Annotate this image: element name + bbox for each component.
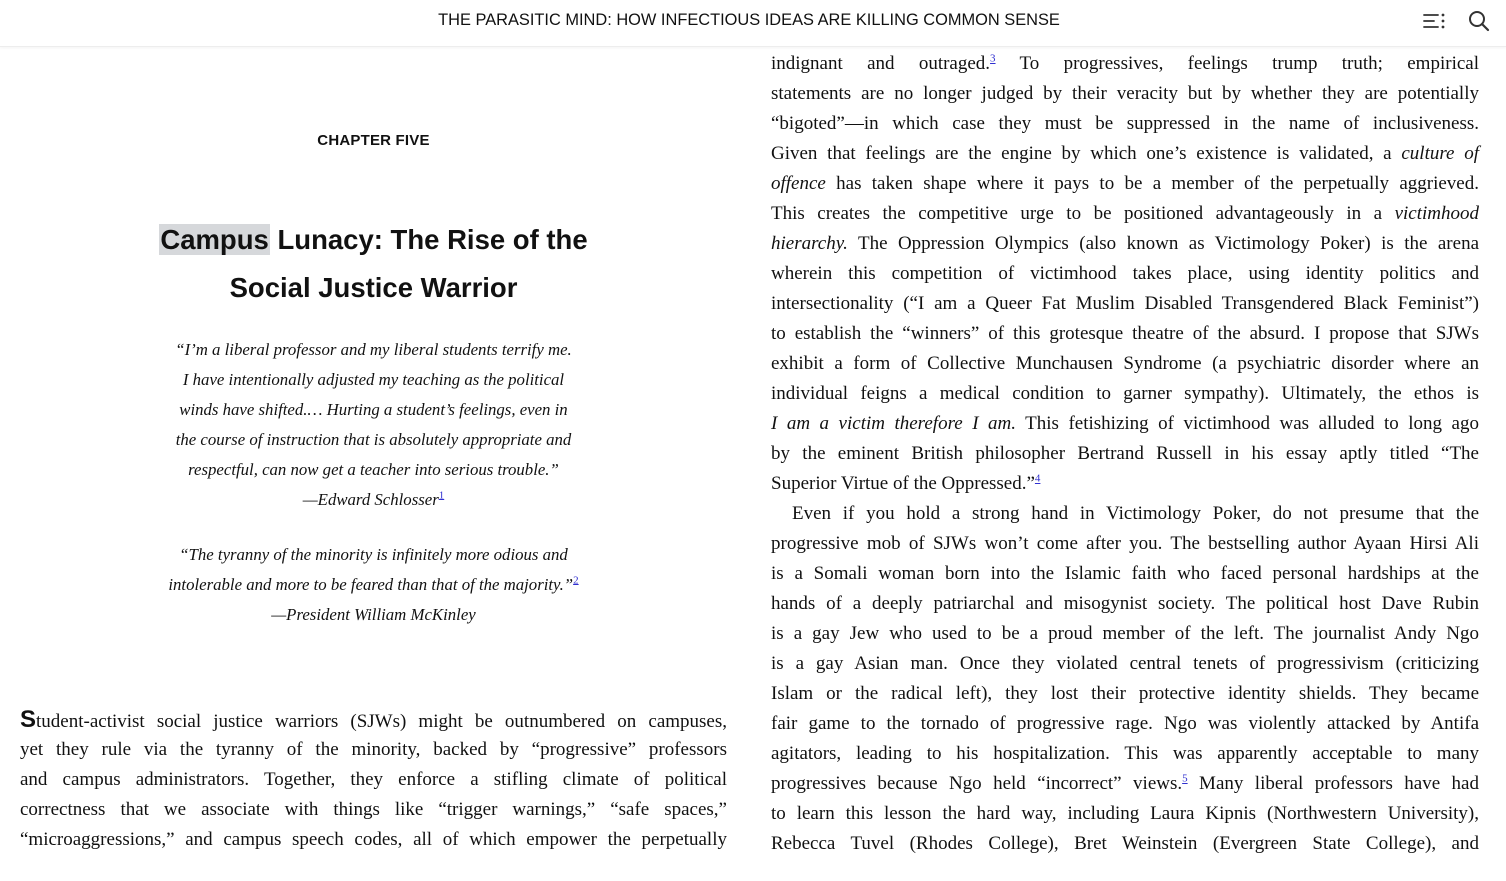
body-text: indignant and outraged. (771, 53, 991, 74)
body-line: and campus administrators. Together, they enforce a stifling climate of political (20, 769, 727, 790)
body-line: correctness that we associate with things like “trigger warnings,” “safe spaces,” (20, 799, 727, 820)
body-line: is a gay Asian man. Once they violated central tenets of progressivism (criticizing (771, 653, 1479, 674)
epigraph-mckinley (20, 540, 727, 630)
body-text: This fetishizing of victimhood was alluded to long ago (1016, 413, 1479, 434)
body-line: Even if you hold a strong hand in Victimology Poker, do not presume that the (792, 503, 1479, 524)
body-line: Rebecca Tuvel (Rhodes College), Bret Weinstein (Evergreen State College), and (771, 833, 1479, 854)
body-text: Superior Virtue of the Oppressed.” (771, 473, 1035, 494)
epigraph-schlosser (20, 335, 727, 515)
emphasis: hierarchy. (771, 233, 848, 254)
drop-cap: S (20, 706, 37, 733)
chapter-title-line2: Social Justice Warrior (229, 272, 518, 303)
highlighted-word[interactable]: Campus (160, 224, 269, 255)
epigraph-attribution: —President William McKinley (271, 605, 476, 624)
body-line: individual feigns a medical condition to garner sympathy). Ultimately, the ethos is (771, 383, 1479, 404)
footnote-link-2[interactable]: 2 (573, 574, 579, 587)
footnote-link-1[interactable]: 1 (438, 489, 445, 502)
body-line: statements are no longer judged by their veracity but by whether they are potentially (771, 83, 1479, 104)
body-line: exhibit a form of Collective Munchausen Syndrome (a psychiatric disorder where an (771, 353, 1479, 374)
body-text: Many liberal professors have had (1187, 773, 1479, 794)
footnote-link-5[interactable]: 5 (1182, 772, 1188, 785)
chapter-label: CHAPTER FIVE (317, 132, 430, 149)
footnote-link-4[interactable]: 4 (1034, 472, 1041, 485)
body-line: “bigoted”—in which case they must be suppressed in the name of inclusiveness. (771, 113, 1479, 134)
epigraph-line: “The tyranny of the minority is infinitely more odious and (179, 545, 568, 564)
table-of-contents-icon[interactable] (1421, 10, 1447, 32)
body-line: “microaggressions,” and campus speech codes, all of which empower the perpetually (20, 829, 727, 850)
emphasis: offence (771, 173, 826, 194)
epigraph-line: I have intentionally adjusted my teaching as the political (182, 370, 565, 389)
body-text: This creates the competitive urge to be positioned advantageously in a (771, 203, 1395, 224)
book-title: THE PARASITIC MIND: HOW INFECTIOUS IDEAS ARE KILLING COMMON SENSE (438, 11, 1060, 29)
body-line: to learn this lesson the hard way, including Laura Kipnis (Northwestern University), (771, 803, 1479, 824)
right-page (771, 46, 1479, 881)
body-line: yet they rule via the tyranny of the minority, backed by “progressive” professors (20, 739, 727, 760)
chapter-title-line1: Lunacy: The Rise of the (269, 224, 588, 255)
epigraph-line: the course of instruction that is absolutely appropriate and (175, 430, 572, 449)
search-icon[interactable] (1466, 10, 1492, 32)
epigraph-line: “I’m a liberal professor and my liberal students terrify me. (175, 340, 572, 359)
body-text: To progressives, feelings trump truth; empirical (995, 53, 1479, 74)
emphasis: victimhood (1394, 203, 1479, 224)
body-line: by the eminent British philosopher Bertrand Russell in his essay aptly titled “The (771, 443, 1479, 464)
epigraph-line: winds have shifted.… Hurting a student’s feelings, even in (179, 400, 568, 419)
body-text: progressives because Ngo held “incorrect” views. (771, 773, 1183, 794)
chapter-body-right (771, 49, 1479, 859)
body-line: Islam or the radical left), they lost their protective identity shields. They became (771, 683, 1479, 704)
body-text: has taken shape where it pays to be a member of the perpetually aggrieved. (825, 173, 1479, 194)
body-line: is a gay Jew who used to be a proud member of the left. The journalist Andy Ngo (771, 623, 1479, 644)
reader-top-bar (0, 0, 1506, 47)
body-line: wherein this competition of victimhood takes place, using identity politics and (771, 263, 1479, 284)
body-line: tudent-activist social justice warriors (SJWs) might be outnumbered on campuses, (36, 711, 727, 732)
body-line: to establish the “winners” of this grotesque theatre of the absurd. I propose that SJWs (771, 323, 1479, 344)
body-line: intersectionality (“I am a Queer Fat Muslim Disabled Transgendered Black Feminist”) (771, 293, 1479, 314)
body-line: fair game to the tornado of progressive rage. Ngo was violently attacked by Antifa (771, 713, 1479, 734)
body-text: The Oppression Olympics (also known as Victimology Poker) is the arena (847, 233, 1479, 254)
epigraph-line: respectful, can now get a teacher into serious trouble.” (188, 460, 559, 479)
body-line: agitators, leading to his hospitalization. This was apparently acceptable to many (771, 743, 1479, 764)
left-page (20, 46, 727, 881)
chapter-title (20, 216, 727, 312)
footnote-link-3[interactable]: 3 (990, 52, 996, 65)
emphasis: I am a victim therefore I am. (771, 413, 1017, 434)
emphasis: culture of (1401, 143, 1479, 164)
epigraph-line: intolerable and more to be feared than that of the majority.” (168, 575, 574, 594)
body-line: hands of a deeply patriarchal and misogynist society. The political host Dave Rubin (771, 593, 1479, 614)
body-line: is a Somali woman born into the Islamic faith who faced personal hardships at the (771, 563, 1479, 584)
body-line: progressive mob of SJWs won’t come after you. The bestselling author Ayaan Hirsi Ali (771, 533, 1479, 554)
body-text: Given that feelings are the engine by which one’s existence is validated, a (771, 143, 1402, 164)
epigraph-attribution: —Edward Schlosser (302, 490, 439, 509)
chapter-body-left (20, 705, 727, 855)
